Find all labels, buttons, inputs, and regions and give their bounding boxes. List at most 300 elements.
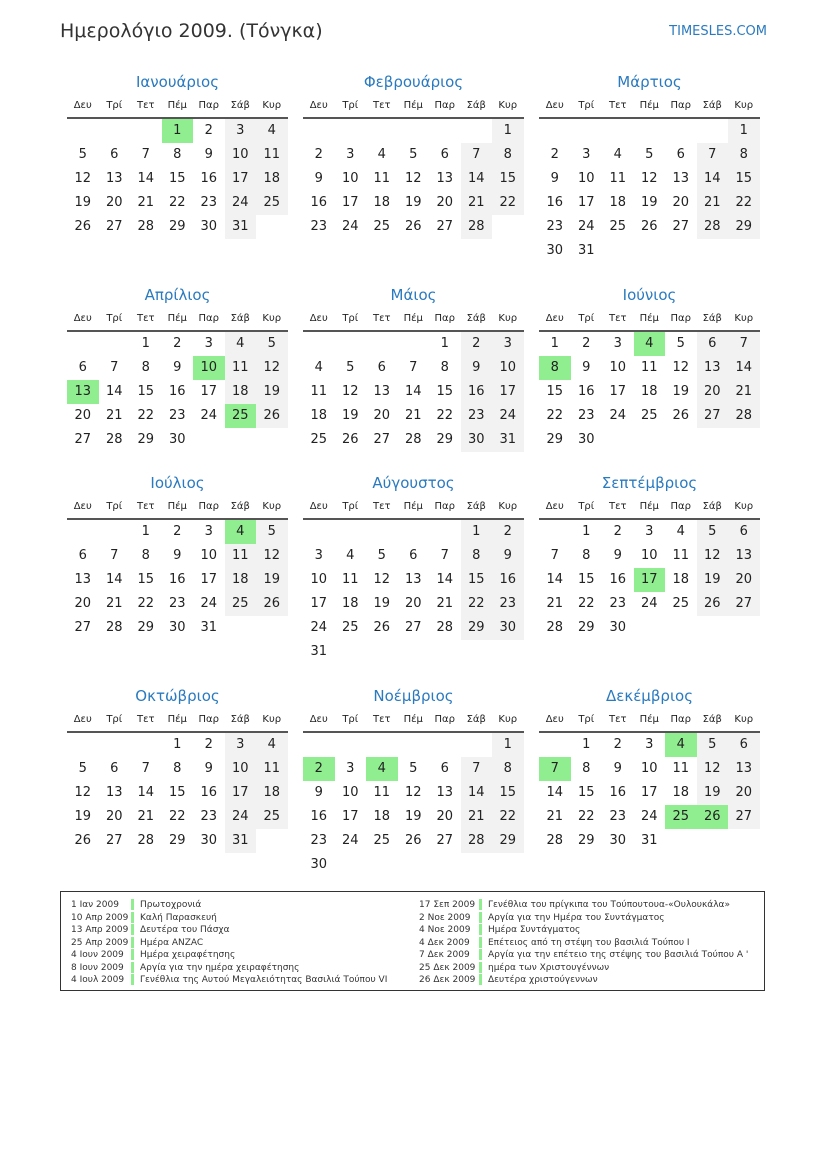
day-cell: 2 — [461, 332, 493, 356]
day-cell: 5 — [645, 147, 654, 162]
legend-date: 4 Ιουν 2009 — [71, 950, 124, 960]
legend-holiday-name: Δευτέρα χριστούγεννων — [488, 975, 598, 985]
month-block — [539, 684, 760, 853]
day-cell: 6 — [110, 147, 119, 162]
day-cell: 6 — [78, 360, 87, 375]
weekday-label: Τετ — [136, 501, 155, 512]
empty-cell — [366, 520, 398, 544]
empty-cell — [602, 119, 634, 143]
legend-holiday-name: Γενέθλια της Αυτού Μεγαλειότητας Βασιλιά Τούπου VI — [140, 975, 388, 985]
empty-cell — [130, 119, 162, 143]
weekday-label: Παρ — [670, 313, 691, 324]
day-cell: 9 — [173, 548, 182, 563]
day-cell: 4 — [314, 360, 323, 375]
day-cell: 27 — [74, 432, 92, 447]
day-cell: 17 — [577, 195, 595, 210]
weekday-label: Πέμ — [167, 714, 187, 725]
day-cell: 17 — [341, 195, 359, 210]
month-name: Ιούνιος — [622, 286, 677, 304]
day-cell: 23 — [200, 195, 218, 210]
day-cell: 18 — [373, 809, 391, 824]
day-cell: 17 — [492, 380, 524, 404]
day-cell: 2 — [303, 757, 335, 781]
day-cell: 5 — [377, 548, 386, 563]
day-cell: 7 — [110, 548, 119, 563]
day-cell: 19 — [404, 195, 422, 210]
day-cell: 12 — [404, 171, 422, 186]
empty-cell — [335, 520, 367, 544]
weekday-label: Παρ — [198, 100, 219, 111]
day-cell: 15 — [436, 384, 454, 399]
day-cell: 26 — [341, 432, 359, 447]
day-cell: 15 — [168, 171, 186, 186]
day-cell: 24 — [310, 620, 328, 635]
holiday-marker-icon — [131, 962, 134, 973]
day-cell: 6 — [110, 761, 119, 776]
day-cell: 9 — [582, 360, 591, 375]
day-cell: 22 — [577, 596, 595, 611]
day-cell: 4 — [256, 733, 288, 757]
day-cell: 10 — [310, 572, 328, 587]
weekday-header — [67, 495, 288, 520]
day-cell: 24 — [225, 805, 257, 829]
legend-holiday-name: Αργία για την Ημέρα του Συντάγματος — [488, 912, 665, 923]
day-cell: 8 — [440, 360, 449, 375]
day-cell: 18 — [310, 408, 328, 423]
weekday-label: Τετ — [608, 100, 627, 111]
month-name: Μάρτιος — [617, 73, 682, 91]
weekday-label: Παρ — [198, 714, 219, 725]
day-cell: 2 — [582, 336, 591, 351]
day-cell: 8 — [582, 548, 591, 563]
day-cell: 15 — [546, 384, 564, 399]
legend-entry — [71, 912, 387, 925]
weekday-label: Δευ — [309, 313, 328, 324]
day-cell: 13 — [697, 356, 729, 380]
day-cell: 25 — [665, 805, 697, 829]
legend-holiday-name: Ημέρα ANZAC — [140, 937, 204, 948]
day-cell: 19 — [256, 568, 288, 592]
day-cell: 10 — [640, 761, 658, 776]
day-cell: 24 — [200, 408, 218, 423]
day-cell: 31 — [310, 644, 328, 659]
holiday-marker-icon — [479, 912, 482, 923]
empty-cell — [697, 119, 729, 143]
day-cell: 4 — [613, 147, 622, 162]
day-cell: 18 — [256, 167, 288, 191]
weekday-label: Τρί — [578, 714, 595, 725]
empty-cell — [366, 119, 398, 143]
day-cell: 12 — [404, 785, 422, 800]
weekday-label: Πέμ — [167, 501, 187, 512]
legend-holiday-name: Δευτέρα του Πάσχα — [140, 925, 230, 935]
day-grid — [67, 520, 288, 640]
day-cell: 3 — [204, 336, 213, 351]
day-cell: 30 — [577, 432, 595, 447]
day-cell: 3 — [346, 761, 355, 776]
weekday-label: Τρί — [342, 501, 359, 512]
empty-cell — [429, 520, 461, 544]
day-cell: 10 — [577, 171, 595, 186]
day-grid — [539, 119, 760, 263]
weekday-header — [539, 495, 760, 520]
weekday-label: Κυρ — [262, 714, 282, 725]
day-cell: 20 — [436, 809, 454, 824]
weekday-label: Σάβ — [702, 501, 722, 512]
empty-cell — [303, 332, 335, 356]
day-cell: 3 — [613, 336, 622, 351]
day-cell: 24 — [225, 191, 257, 215]
weekday-label: Τετ — [372, 100, 391, 111]
day-cell: 21 — [461, 805, 493, 829]
day-cell: 12 — [341, 384, 359, 399]
day-cell: 9 — [314, 171, 323, 186]
legend-holiday-name: Αργία για την επέτειο της στέψης του βασιλιά Τούπου Α ' — [488, 950, 749, 960]
day-cell: 27 — [373, 432, 391, 447]
weekday-label: Σάβ — [702, 313, 722, 324]
day-cell: 6 — [409, 548, 418, 563]
day-cell: 24 — [341, 833, 359, 848]
day-cell: 6 — [440, 147, 449, 162]
weekday-label: Κυρ — [734, 501, 754, 512]
day-cell: 26 — [697, 592, 729, 616]
day-cell: 26 — [404, 833, 422, 848]
legend-column-right — [419, 899, 748, 987]
empty-cell — [429, 733, 461, 757]
day-cell: 19 — [640, 195, 658, 210]
day-cell: 7 — [110, 360, 119, 375]
day-cell: 2 — [613, 524, 622, 539]
day-cell: 13 — [728, 757, 760, 781]
day-cell: 25 — [373, 833, 391, 848]
legend-entry — [419, 924, 748, 937]
holiday-marker-icon — [479, 949, 482, 960]
day-cell: 8 — [173, 761, 182, 776]
empty-cell — [130, 733, 162, 757]
legend-entry — [71, 899, 387, 912]
weekday-label: Τρί — [578, 313, 595, 324]
empty-cell — [398, 332, 430, 356]
day-cell: 30 — [168, 620, 186, 635]
day-cell: 27 — [74, 620, 92, 635]
day-cell: 1 — [550, 336, 559, 351]
day-cell: 3 — [346, 147, 355, 162]
day-cell: 25 — [256, 805, 288, 829]
day-cell: 22 — [492, 191, 524, 215]
legend-date: 4 Νοε 2009 — [419, 925, 471, 935]
day-cell: 21 — [546, 809, 564, 824]
legend-date: 1 Ιαν 2009 — [71, 900, 119, 910]
empty-cell — [398, 520, 430, 544]
day-cell: 13 — [67, 380, 99, 404]
day-cell: 21 — [137, 195, 155, 210]
day-cell: 8 — [141, 360, 150, 375]
empty-cell — [99, 119, 131, 143]
day-cell: 16 — [200, 171, 218, 186]
day-cell: 25 — [225, 592, 257, 616]
empty-cell — [571, 119, 603, 143]
month-name: Μάιος — [390, 286, 437, 304]
day-cell: 7 — [141, 761, 150, 776]
day-cell: 16 — [546, 195, 564, 210]
month-block — [539, 70, 760, 263]
day-cell: 10 — [225, 757, 257, 781]
day-cell: 10 — [492, 356, 524, 380]
day-cell: 26 — [74, 219, 92, 234]
day-cell: 21 — [105, 596, 123, 611]
holiday-marker-icon — [479, 937, 482, 948]
day-cell: 14 — [137, 171, 155, 186]
day-grid — [67, 119, 288, 239]
site-link[interactable]: TIMESLES.COM — [669, 24, 767, 39]
empty-cell — [429, 119, 461, 143]
day-cell: 20 — [105, 195, 123, 210]
day-cell: 9 — [204, 761, 213, 776]
day-cell: 23 — [310, 833, 328, 848]
month-name: Ιανουάριος — [135, 73, 219, 91]
day-cell: 23 — [609, 809, 627, 824]
day-cell: 6 — [78, 548, 87, 563]
day-cell: 17 — [200, 572, 218, 587]
empty-cell — [634, 119, 666, 143]
legend-holiday-name: Πρωτοχρονιά — [140, 900, 202, 910]
empty-cell — [335, 332, 367, 356]
day-cell: 9 — [613, 548, 622, 563]
day-cell: 23 — [492, 592, 524, 616]
day-cell: 31 — [492, 428, 524, 452]
day-cell: 12 — [256, 356, 288, 380]
legend-holiday-name: Αργία για την ημέρα χειραφέτησης — [140, 962, 300, 973]
day-cell: 11 — [672, 761, 690, 776]
day-cell: 6 — [728, 520, 760, 544]
day-cell: 13 — [74, 572, 92, 587]
holiday-marker-icon — [479, 899, 482, 910]
day-cell: 7 — [409, 360, 418, 375]
day-cell: 13 — [373, 384, 391, 399]
holiday-marker-icon — [131, 974, 134, 985]
day-cell: 24 — [341, 219, 359, 234]
weekday-label: Τετ — [136, 714, 155, 725]
day-cell: 24 — [640, 809, 658, 824]
day-cell: 2 — [204, 737, 213, 752]
empty-cell — [99, 332, 131, 356]
weekday-label: Πέμ — [639, 714, 659, 725]
day-cell: 23 — [168, 596, 186, 611]
day-cell: 16 — [310, 809, 328, 824]
day-cell: 8 — [173, 147, 182, 162]
day-cell: 19 — [697, 781, 729, 805]
day-cell: 17 — [225, 781, 257, 805]
empty-cell — [665, 119, 697, 143]
day-cell: 19 — [672, 384, 690, 399]
legend-holiday-name: ημέρα των Χριστουγέννων — [488, 962, 610, 973]
day-cell: 23 — [310, 219, 328, 234]
day-cell: 1 — [461, 520, 493, 544]
day-cell: 9 — [461, 356, 493, 380]
day-cell: 1 — [492, 733, 524, 757]
day-cell: 29 — [168, 833, 186, 848]
day-grid — [67, 733, 288, 853]
day-cell: 29 — [728, 215, 760, 239]
weekday-label: Σάβ — [230, 501, 250, 512]
day-cell: 6 — [676, 147, 685, 162]
day-cell: 25 — [640, 408, 658, 423]
month-name: Αύγουστος — [372, 474, 455, 492]
weekday-header — [303, 307, 524, 332]
weekday-label: Σάβ — [230, 313, 250, 324]
day-cell: 22 — [137, 408, 155, 423]
day-cell: 26 — [640, 219, 658, 234]
day-cell: 4 — [256, 119, 288, 143]
empty-cell — [67, 332, 99, 356]
day-cell: 7 — [697, 143, 729, 167]
day-cell: 11 — [256, 757, 288, 781]
holiday-marker-icon — [479, 962, 482, 973]
day-cell: 1 — [141, 336, 150, 351]
day-cell: 17 — [341, 809, 359, 824]
day-cell: 25 — [672, 596, 690, 611]
day-cell: 23 — [200, 809, 218, 824]
day-cell: 23 — [609, 596, 627, 611]
month-block — [539, 471, 760, 640]
day-cell: 22 — [137, 596, 155, 611]
day-cell: 17 — [225, 167, 257, 191]
day-cell: 20 — [697, 380, 729, 404]
day-cell: 5 — [78, 147, 87, 162]
weekday-label: Κυρ — [734, 714, 754, 725]
day-cell: 7 — [141, 147, 150, 162]
day-cell: 11 — [672, 548, 690, 563]
weekday-label: Τρί — [578, 501, 595, 512]
legend-entry — [71, 924, 387, 937]
weekday-label: Τρί — [578, 100, 595, 111]
day-cell: 13 — [436, 171, 454, 186]
day-cell: 16 — [168, 384, 186, 399]
day-cell: 11 — [225, 356, 257, 380]
day-cell: 11 — [341, 572, 359, 587]
day-cell: 13 — [672, 171, 690, 186]
day-cell: 28 — [436, 620, 454, 635]
day-cell: 5 — [256, 520, 288, 544]
day-cell: 28 — [461, 829, 493, 853]
weekday-label: Δευ — [309, 501, 328, 512]
empty-cell — [461, 119, 493, 143]
day-cell: 29 — [577, 833, 595, 848]
day-cell: 15 — [168, 785, 186, 800]
empty-cell — [461, 733, 493, 757]
holiday-marker-icon — [479, 974, 482, 985]
day-cell: 20 — [728, 568, 760, 592]
day-cell: 14 — [546, 572, 564, 587]
day-cell: 18 — [672, 785, 690, 800]
day-cell: 22 — [546, 408, 564, 423]
holiday-marker-icon — [131, 924, 134, 935]
day-cell: 1 — [162, 119, 194, 143]
weekday-label: Τρί — [106, 100, 123, 111]
day-cell: 22 — [728, 191, 760, 215]
day-cell: 26 — [74, 833, 92, 848]
day-cell: 25 — [341, 620, 359, 635]
weekday-label: Παρ — [434, 313, 455, 324]
legend-date: 8 Ιουν 2009 — [71, 962, 124, 973]
day-cell: 27 — [728, 805, 760, 829]
legend-date: 4 Δεκ 2009 — [419, 937, 470, 948]
weekday-header — [303, 495, 524, 520]
day-cell: 28 — [546, 833, 564, 848]
day-cell: 14 — [436, 572, 454, 587]
day-cell: 20 — [404, 596, 422, 611]
month-name: Οκτώβριος — [135, 687, 220, 705]
day-cell: 3 — [645, 524, 654, 539]
month-block — [303, 684, 524, 877]
weekday-label: Πέμ — [403, 100, 423, 111]
day-cell: 11 — [256, 143, 288, 167]
day-cell: 16 — [577, 384, 595, 399]
weekday-label: Κυρ — [498, 501, 518, 512]
day-cell: 5 — [78, 761, 87, 776]
month-block — [539, 283, 760, 452]
page-title: Ημερολόγιο 2009. (Τόνγκα) — [60, 20, 323, 42]
day-cell: 12 — [74, 785, 92, 800]
weekday-label: Δευ — [545, 714, 564, 725]
day-cell: 23 — [546, 219, 564, 234]
holiday-marker-icon — [479, 924, 482, 935]
day-cell: 29 — [137, 620, 155, 635]
month-block — [303, 471, 524, 664]
day-cell: 10 — [193, 356, 225, 380]
weekday-label: Παρ — [198, 501, 219, 512]
day-cell: 22 — [577, 809, 595, 824]
day-cell: 20 — [728, 781, 760, 805]
weekday-label: Σάβ — [230, 714, 250, 725]
legend-entry — [419, 949, 748, 962]
day-cell: 22 — [461, 592, 493, 616]
day-cell: 22 — [436, 408, 454, 423]
legend-entry — [419, 937, 748, 950]
day-cell: 16 — [461, 380, 493, 404]
weekday-header — [67, 307, 288, 332]
day-grid — [303, 332, 524, 452]
day-cell: 14 — [697, 167, 729, 191]
empty-cell — [398, 119, 430, 143]
day-cell: 6 — [728, 733, 760, 757]
weekday-header — [539, 94, 760, 119]
day-cell: 28 — [105, 620, 123, 635]
day-cell: 29 — [436, 432, 454, 447]
legend-date: 7 Δεκ 2009 — [419, 950, 470, 960]
empty-cell — [366, 332, 398, 356]
day-cell: 16 — [609, 572, 627, 587]
day-cell: 28 — [404, 432, 422, 447]
weekday-label: Παρ — [670, 100, 691, 111]
holiday-marker-icon — [131, 937, 134, 948]
day-cell: 9 — [492, 544, 524, 568]
day-cell: 21 — [461, 191, 493, 215]
legend-date: 13 Απρ 2009 — [71, 925, 129, 935]
day-cell: 16 — [200, 785, 218, 800]
day-cell: 10 — [609, 360, 627, 375]
month-name: Σεπτέμβριος — [601, 474, 698, 492]
weekday-label: Σάβ — [466, 313, 486, 324]
day-cell: 30 — [168, 432, 186, 447]
day-grid — [539, 332, 760, 452]
day-cell: 29 — [577, 620, 595, 635]
month-block — [67, 471, 288, 640]
day-cell: 2 — [173, 336, 182, 351]
weekday-label: Τετ — [372, 714, 391, 725]
day-cell: 4 — [366, 757, 398, 781]
day-cell: 19 — [74, 195, 92, 210]
